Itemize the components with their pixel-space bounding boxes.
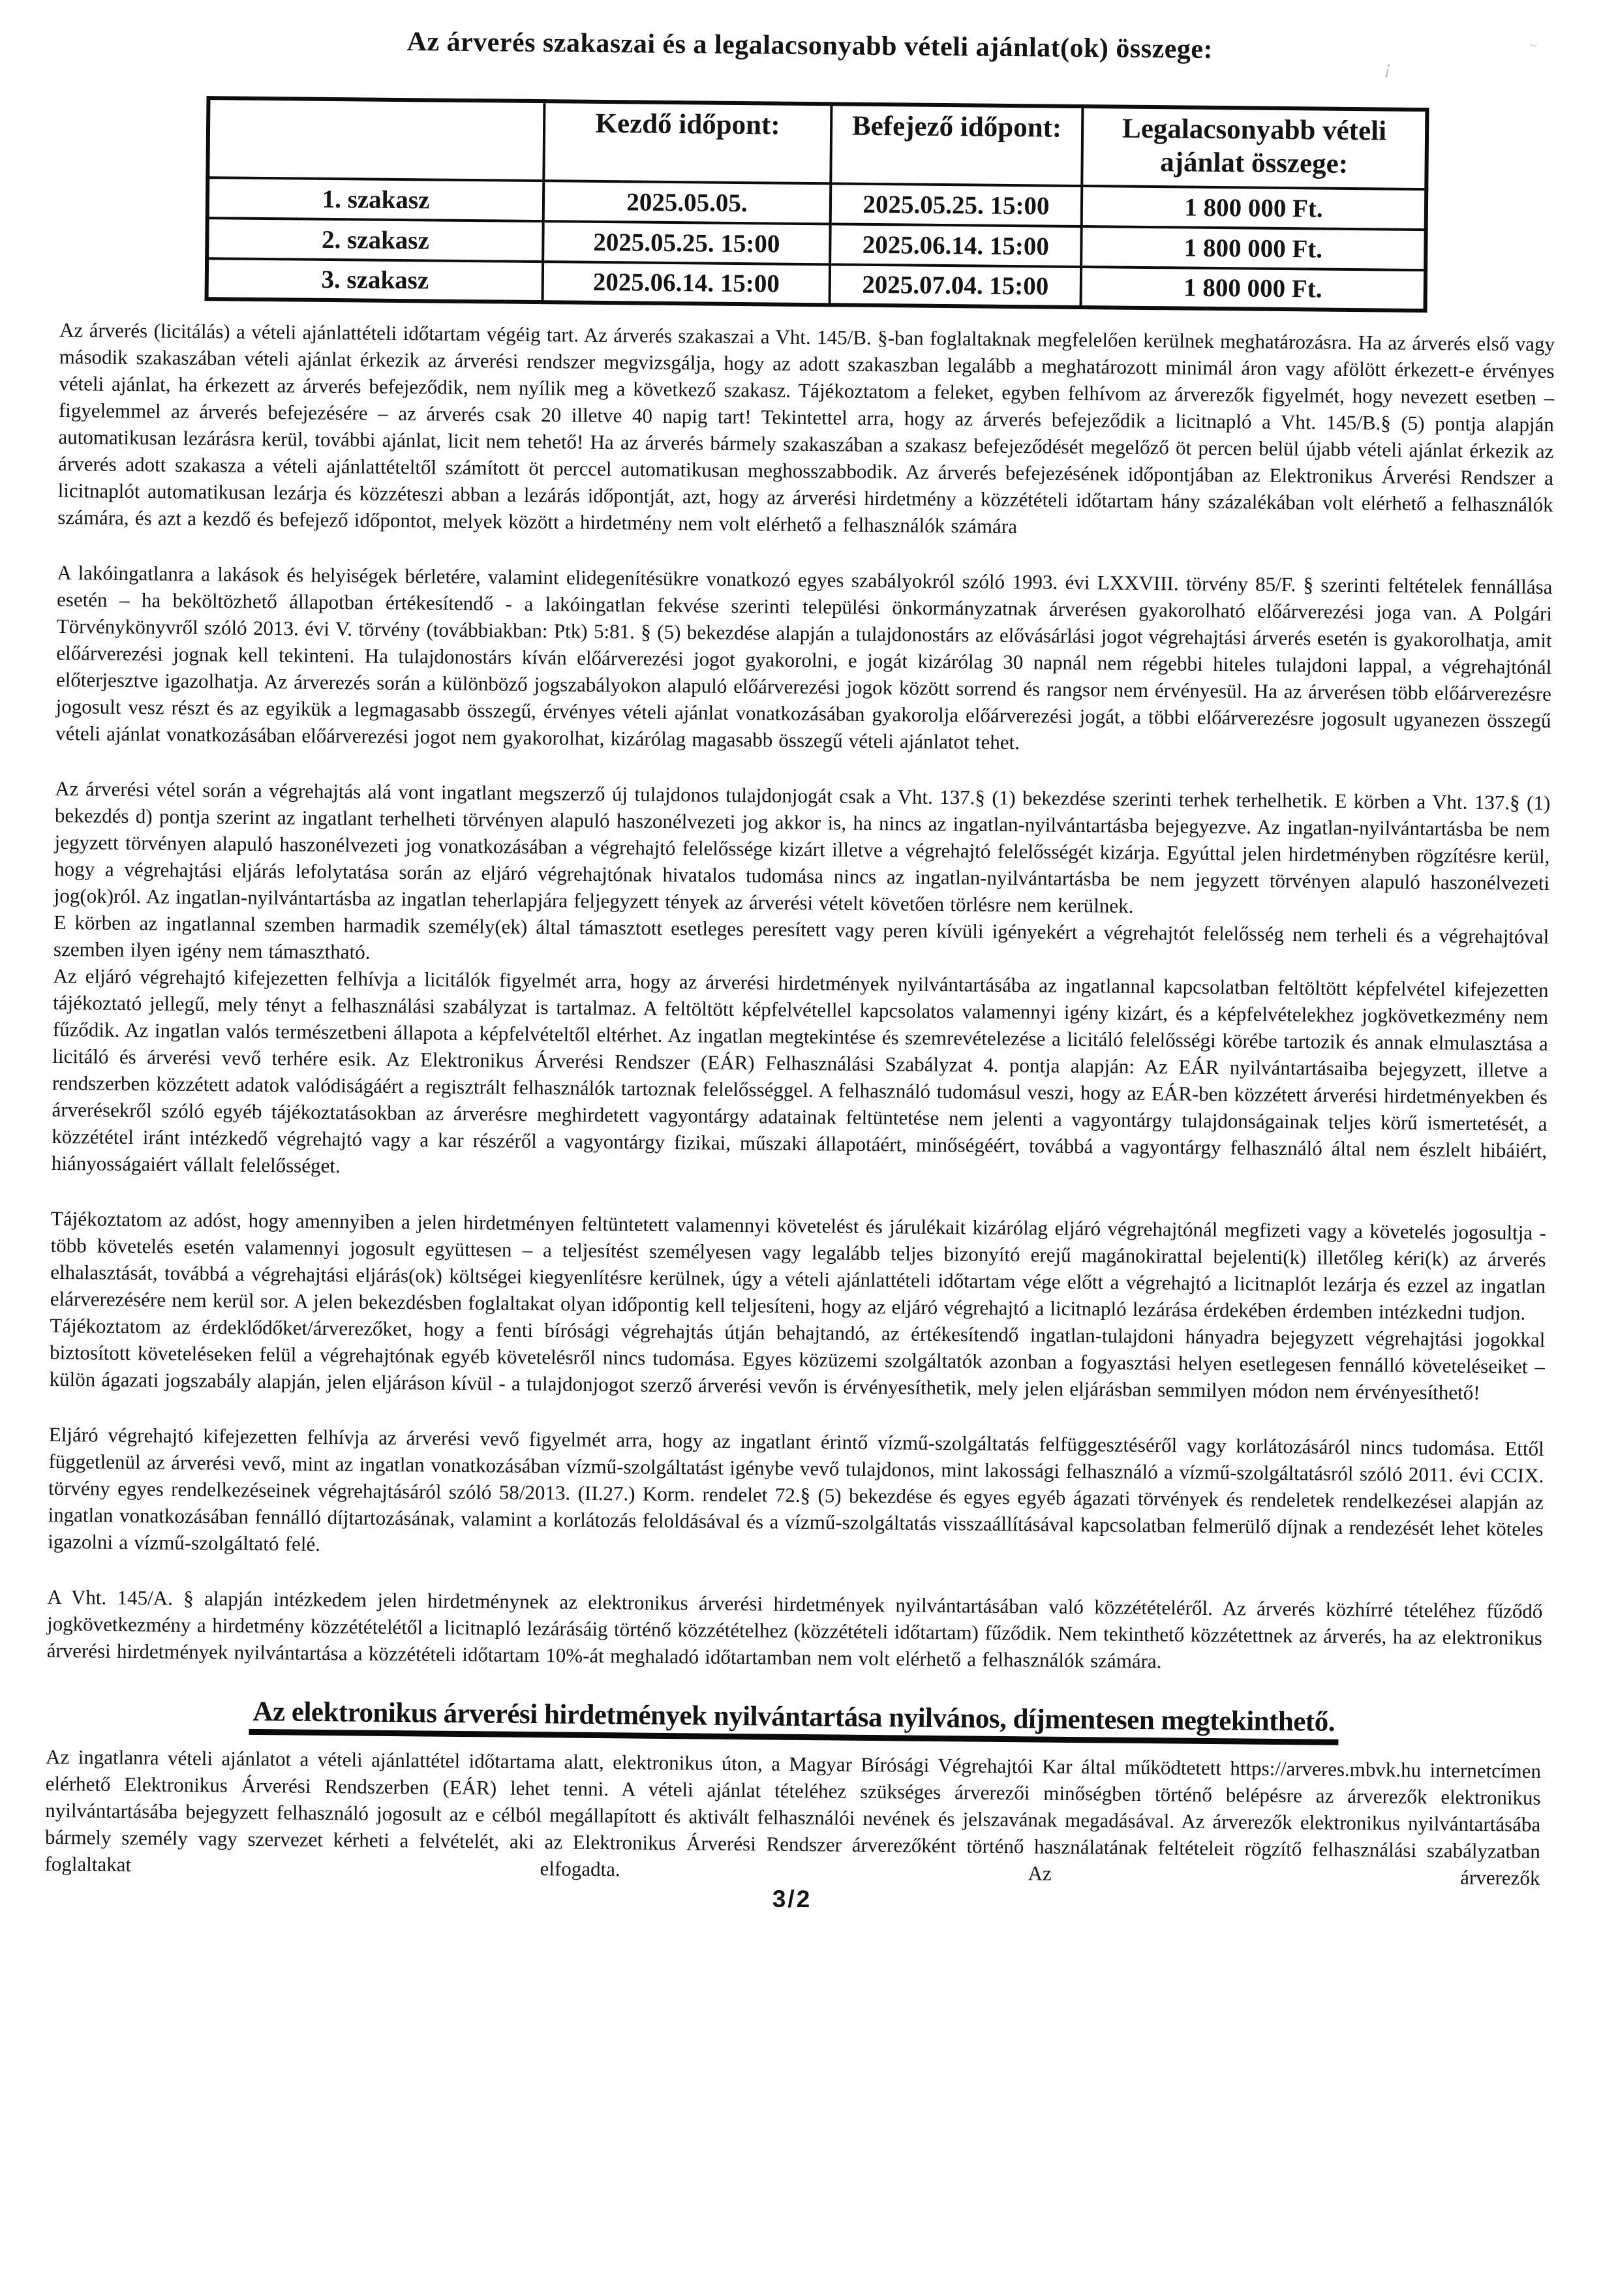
public-registry-heading: Az elektronikus árverési hirdetmények nyilvántartása nyilvános, díjmentesen megtekinthető. (249, 1696, 1339, 1745)
paragraph-preemption-rights: A lakóingatlanra a lakások és helyiségek bérletére, valamint elidegenítésükre vonatkozó egyes szabályokról szóló 1993. évi LXXVIII. törvény 85/F. § szerinti feltételek fennállása esetén – ha beköltözhető állapotban értékesítendő - a lakóingatlan fekvése szerinti települési önkormányzatnak árverésen gyakorolható előárverezési joga van. A Polgári Törvénykönyvről szóló 2013. évi V. törvény (továbbiakban: Ptk) 5:81. § (5) bekezdése alapján a tulajdonostárs az elővásárlási jogot végrehajtási árverés esetén is gyakorolhatja, amit előárverezési jognak kell tekinteni. Ha tulajdonostárs kíván előárverezési jogot gyakorolni, e jogát kizárólag 30 napnál nem régebbi hiteles tulajdoni lappal, a végrehajtónál előterjesztve igazolhatja. Az árverezés során a különböző jogszabályokon alapuló előárverezési jogok között sorrend és rangsor nem érvényesül. Ha az árverésen több előárverezésre jogosult vesz részt és az egyikük a legmagasabb összegű, érvényes vételi ajánlat vonatkozásában gyakorolja előárverezési jogát, a többi előárverezésre jogosult ugyanezen összegű vételi ajánlat vonatkozásában előárverezési jogot nem gyakorolhat, kizárólag magasabb összegű vételi ajánlatot tehet. (55, 561, 1553, 754)
start-time-cell: 2025.05.25. 15:00 (543, 222, 831, 265)
stage-cell: 1. szakasz (207, 178, 544, 222)
page-number: 3/2 (772, 1886, 812, 1913)
paragraph-publication: A Vht. 145/A. § alapján intézkedem jelen hirdetménynek az elektronikus árverési hirdetmények nyilvántartásában való közzétételéről. Az árverés közhírré tételéhez fűződő jogkövetkezmény a hirdetmény közzétételétől a licitnapló lezárásáig történő közzétételhez (közzétételi időtartam) fűződik. Nem tekinthető közzétettnek az árverés, ha az elektronikus árverési hirdetmények nyilvántartása a közzétételi időtartam 10%-át meghaladó időtartamban nem volt elérhető a felhasználók számára. (46, 1585, 1543, 1673)
start-time-cell: 2025.05.05. (543, 181, 831, 224)
end-time-cell: 2025.05.25. 15:00 (831, 184, 1082, 227)
paragraph-auction-duration: Az árverés (licitálás) a vételi ajánlattételi időtartam végéig tart. Az árverés szakaszai a Vht. 145/B. §-ban foglaltaknak megfelelően kerülnek meghatározásra. Ha az árverés első vagy második szakaszában vételi ajánlat érkezik az árverési rendszer megvizsgálja, hogy az adott szakaszban legalább a meghatározott minimál áron vagy afölött érkezett-e érvényes vételi ajánlat, ha érkezett az árverés befejeződik, nem nyílik meg a következő szakasz. Tájékoztatom a feleket, egyben felhívom az árverezők figyelmét, hogy nevezett esetben – figyelemmel az árverés befejezésére – az árverés csak 20 illetve 40 napig tart! Tekintettel arra, hogy az árverés befejeződik a licitnapló a Vht. 145/B.§ (5) pontja alapján automatikusan lezárásra kerül, további ajánlat, licit nem tehető! Ha az árverés bármely szakaszában a szakasz befejeződését megelőző öt percen belül újabb vételi ajánlat érkezik az árverés adott szakasza a vételi ajánlattételtől számított öt perccel automatikusan meghosszabbodik. Az árverés befejezésének időpontjában az Elektronikus Árverési Rendszer a licitnaplót automatikusan lezárja és közzéteszi abban a lezárás időpontját, azt, hogy az árverési hirdetmény a közzétételi időtartam hány százalékában volt elérhető a felhasználók számára, és azt a kezdő és befejező időpontot, melyek között a hirdetmény nem volt elérhető a felhasználók számára (57, 318, 1555, 538)
stage-cell: 2. szakasz (207, 219, 543, 262)
paragraph-photos-ear-liability: Az eljáró végrehajtó kifejezetten felhívja a licitálók figyelmét arra, hogy az árverési hirdetmények nyilvántartásába az ingatlannal kapcsolatban feltöltött képfelvétel kifejezetten tájékoztató jellegű, mely tényt a felhasználási szabályzat is tartalmaz. A feltöltött képfelvétellel kapcsolatos valamennyi igény kizárt, és a képfelvételekhez jogkövetkezmény nem fűződik. Az ingatlan valós természetbeni állapota a képfelvételtől eltérhet. Az ingatlan megtekintése és szemrevételezése a licitáló felelősségi körébe tartozik és annak elmulasztása a licitáló és árverési vevő terhére esik. Az Elektronikus Árverési Rendszer (EÁR) Felhasználási Szabályzat 4. pontja alapján: Az EÁR nyilvántartásaiba bejegyzett, illetve a rendszerben közzétett adatok valódiságáért a regisztrált felhasználók tartoznak felelősséggel. A felhasználó tudomásul veszi, hogy az EÁR-ben közzétett árverési hirdetményekben és árverésekről szóló egyéb tájékoztatásokban az árverésre meghirdetett vagyontárgy adatainak feltüntetése nem jelenti a vagyontárgy tulajdonságainak teljes körű ismertetését, a közzététel iránt intézkedő végrehajtó vagy a kar részéről a vagyontárgy fizikai, műszaki állapotáért, minőségéért, továbbá a vagyontárgy felhasználó által nem észlelt hibáiért, hiányosságaiért vállalt felelősséget. (51, 964, 1549, 1178)
end-time-cell: 2025.07.04. 15:00 (830, 265, 1082, 308)
paragraph-utility-claims: Tájékoztatom az érdeklődőket/árverezőket, hogy a fenti bírósági végrehajtás útján behajtandó, az értékesítendő ingatlan-tulajdoni hányadra bejegyzett végrehajtási jogokkal biztosított követeléseken felül a végrehajtónak egyéb követelésről nincs tudomása. Egyes közüzemi szolgáltatók azonban a fogyasztási helyen esetlegesen fennálló követeléseiket – külön ágazati jogszabály alapján, jelen eljáráson kívül - a tulajdonjogot szerző árverési vevőn is érvényesíthetik, mely jelen eljárásban semmilyen módon nem érvényesíthető! (49, 1314, 1546, 1405)
table-header-stage (207, 98, 544, 181)
min-offer-cell: 1 800 000 Ft. (1080, 267, 1426, 311)
paragraph-encumbrances: Az árverési vétel során a végrehajtás alá vont ingatlant megszerző új tulajdonos tulajdonjogát csak a Vht. 137.§ (1) bekezdése szerinti terhek terhelhetik. E körben a Vht. 137.§ (1) bekezdés d) pontja szerint az ingatlant terhelheti törvényen alapuló haszonélvezeti jog akkor is, ha nincs az ingatlan-nyilvántartásba bejegyezve. Az ingatlan-nyilvántartásba be nem jegyzett törvényen alapuló haszonélvezeti jog vonatkozásában a végrehajtó felelőssége kizárt illetve a végrehajtó felelősségét kizárja. Egyúttal jelen hirdetményben rögzítésre kerül, hogy a végrehajtási eljárás lefolytatása során az eljáró végrehajtónak hivatalos tudomása nincs az ingatlan-nyilvántartásba be nem jegyzett törvényen alapuló haszonélvezeti jog(ok)ról. Az ingatlan-nyilvántartásba az ingatlan teherlapjára feljegyzett tények az árverési vételt követően törlésre nem kerülnek. (53, 777, 1551, 918)
highlight-heading-container (46, 1694, 1541, 1747)
stage-cell: 3. szakasz (207, 259, 543, 303)
table-header-row (207, 98, 1427, 189)
paragraph-bidding-procedure: Az ingatlanra vételi ajánlatot a vételi ajánlattétel időtartama alatt, elektronikus úton, a Magyar Bírósági Végrehajtói Kar által működtetett https://arveres.mbvk.hu internetcímen elérhető Elektronikus Árverési Rendszerben (EÁR) lehet tenni. A vételi ajánlat tételéhez szükséges árverezői minőségben történő belépésre az árverezők elektronikus nyilvántartásába bejegyzett felhasználó jogosult az e célból megállapított és aktivált felhasználói nevének és jelszavának megadásával. Az árverezők elektronikus nyilvántartásába bármely személy vagy szervezet kérheti a felvételét, aki az Elektronikus Árverési Rendszer árverezőként történő használatának feltételeit rögzítő felhasználási szabályzatban foglaltakat elfogadta. Az árverezők (44, 1745, 1542, 1890)
paragraph-water-utility: Eljáró végrehajtó kifejezetten felhívja az árverési vevő figyelmét arra, hogy az ingatlant érintő vízmű-szolgáltatás felfüggesztéséről vagy korlátozásáról nincs tudomása. Ettől függetlenül az árverési vevő, mint az ingatlan vonatkozásában vízmű-szolgáltatást igénybe vevő tulajdonos, mint lakossági felhasználó a vízmű-szolgáltatásról szóló 2011. évi CCIX. törvény egyes rendelkezéseinek végrehajtásáról szóló 58/2013. (II.27.) Korm. rendelet 72.§ (5) bekezdése és egyes egyéb ágazati törvények és rendeletek rendelkezései alapján az ingatlan vonatkozásában fennálló díjtartozásának, valamint a korlátozás feloldásával és a vízmű-szolgáltatás visszaállításával kapcsolatban felmerülő díjnak a rendezését lehet köteles igazolni a vízmű-szolgáltató felé. (48, 1423, 1544, 1556)
scan-artifact: ˝ (1526, 40, 1538, 63)
auction-stages-table (205, 96, 1429, 313)
paragraph-third-party-claims: E körben az ingatlannal szemben harmadik személy(ek) által támasztott esetleges peresített vagy peren kívüli igényekért a végrehajtót felelősség nem terheli és a végrehajtóval szemben ilyen igény nem támasztható. (53, 911, 1549, 964)
min-offer-cell: 1 800 000 Ft. (1081, 226, 1426, 270)
paragraph-debtor-payment: Tájékoztatom az adóst, hogy amennyiben a jelen hirdetményen feltüntetett valamennyi követelést és járulékait kizárólag eljáró végrehajtónál megfizeti vagy a követelés jogosultja - több követelés esetén valamennyi jogosult együttesen – a teljesítést személyesen vagy legalább teljes bizonyító erejű magánokirattal bejelenti(k) illetőleg kéri(k) az árverés elhalasztását, továbbá a végrehajtási eljárás(ok) költségei kiegyenlítésre kerülnek, úgy a vételi ajánlattételi időtartam vége előtt a végrehajtó a licitnaplót lezárja és ezzel az ingatlan elárverezésére nem kerül sor. A jelen bekezdésben foglaltakat olyan időpontig kell teljesíteni, hogy az eljáró végrehajtó a licitnapló lezárása érdekében érdemben intézkedni tudjon. (50, 1207, 1547, 1325)
scan-artifact: ¡ (1382, 55, 1394, 79)
page-title: Az árverés szakaszai és a legalacsonyabb vételi ajánlat(ok) összege: (406, 27, 1214, 65)
start-time-cell: 2025.06.14. 15:00 (543, 262, 831, 305)
end-time-cell: 2025.06.14. 15:00 (830, 224, 1082, 268)
min-offer-cell: 1 800 000 Ft. (1082, 186, 1427, 230)
table-header-end-time: Befejező időpont: (831, 104, 1082, 186)
table-header-start-time: Kezdő időpont: (543, 101, 831, 184)
table-header-min-offer: Legalacsonyabb vételi ajánlat összege: (1082, 106, 1427, 190)
legal-text-body (46, 316, 1555, 1678)
